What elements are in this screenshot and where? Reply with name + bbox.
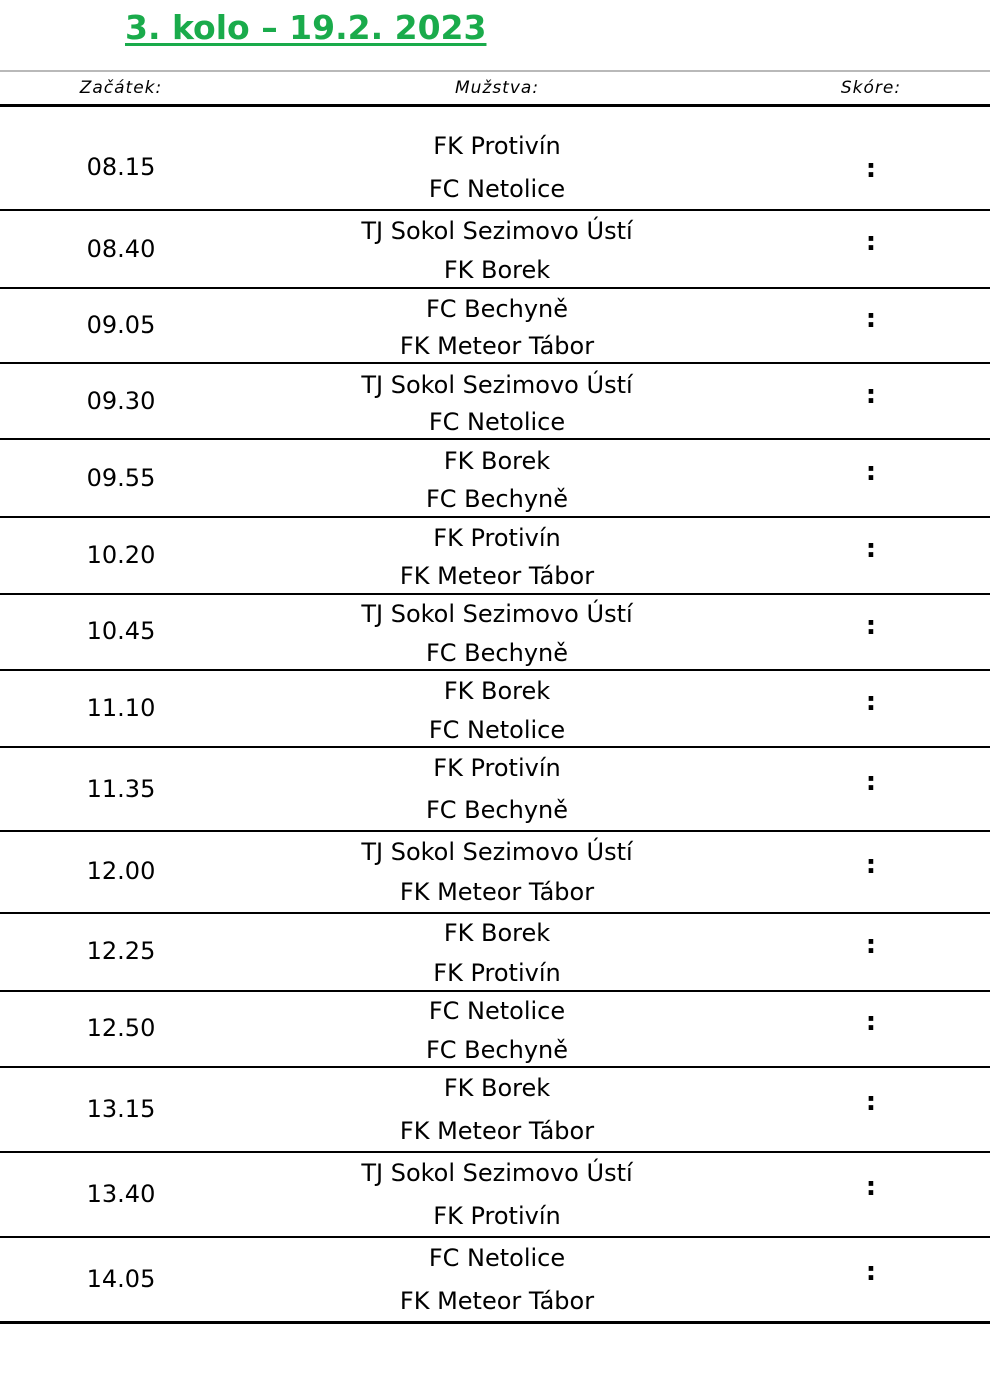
header-top-rule [0,70,990,72]
away-team: FK Protivín [433,1202,561,1230]
home-team: FC Bechyně [425,295,569,323]
match-score: : [865,1257,877,1287]
match-score: : [865,850,877,880]
home-team: TJ Sokol Sezimovo Ústí [361,1159,633,1187]
match-time: 08.15 [86,153,156,181]
home-team: FK Borek [443,677,551,705]
home-team: FK Protivín [433,132,561,160]
table-row [0,669,990,748]
header-start: Začátek: [79,78,163,98]
match-time: 13.15 [86,1095,156,1123]
match-time: 14.05 [86,1265,156,1293]
match-time: 13.40 [86,1180,156,1208]
match-time: 09.30 [86,387,156,415]
away-team: FK Meteor Tábor [399,1287,595,1315]
header-score: Skóre: [840,78,902,98]
away-team: FK Borek [443,256,551,284]
away-team: FK Meteor Tábor [399,332,595,360]
home-team: FC Netolice [428,997,566,1025]
match-score: : [865,534,877,564]
match-score: : [865,611,877,641]
match-time: 10.45 [86,617,156,645]
table-row [0,990,990,1068]
home-team: TJ Sokol Sezimovo Ústí [361,371,633,399]
match-score: : [865,930,877,960]
home-team: FK Borek [443,447,551,475]
away-team: FC Netolice [428,408,566,436]
table-row [0,593,990,671]
match-score: : [865,1172,877,1202]
table-row [0,209,990,289]
table-row [0,1151,990,1238]
table-row [0,830,990,914]
table-row [0,438,990,518]
table-row [0,516,990,595]
home-team: FK Protivín [433,524,561,552]
away-team: FK Meteor Tábor [399,1117,595,1145]
away-team: FC Netolice [428,175,566,203]
home-team: TJ Sokol Sezimovo Ústí [361,600,633,628]
away-team: FC Bechyně [425,796,569,824]
away-team: FC Bechyně [425,485,569,513]
away-team: FK Protivín [433,959,561,987]
header-teams: Mužstva: [454,78,540,98]
away-team: FC Bechyně [425,1036,569,1064]
match-time: 09.55 [86,464,156,492]
home-team: FK Borek [443,1074,551,1102]
match-score: : [865,457,877,487]
home-team: TJ Sokol Sezimovo Ústí [361,217,633,245]
table-row [0,746,990,832]
table-row [0,287,990,364]
match-score: : [865,380,877,410]
match-time: 11.10 [86,694,156,722]
match-time: 12.50 [86,1014,156,1042]
home-team: TJ Sokol Sezimovo Ústí [361,838,633,866]
home-team: FK Protivín [433,754,561,782]
match-score: : [865,687,877,717]
home-team: FC Netolice [428,1244,566,1272]
away-team: FC Bechyně [425,639,569,667]
match-score: : [865,767,877,797]
match-time: 10.20 [86,541,156,569]
table-row [0,1066,990,1153]
match-score: : [865,227,877,257]
table-row [0,912,990,992]
match-score: : [865,304,877,334]
table-row [0,362,990,440]
away-team: FC Netolice [428,716,566,744]
match-time: 08.40 [86,235,156,263]
table-row [0,1236,990,1324]
away-team: FK Meteor Tábor [399,878,595,906]
table-row [0,107,990,211]
match-score: : [865,1087,877,1117]
match-time: 12.25 [86,937,156,965]
away-team: FK Meteor Tábor [399,562,595,590]
match-time: 12.00 [86,857,156,885]
match-time: 11.35 [86,775,156,803]
page-title: 3. kolo – 19.2. 2023 [125,8,487,47]
home-team: FK Borek [443,919,551,947]
match-time: 09.05 [86,311,156,339]
match-score: : [865,1007,877,1037]
match-score: : [865,154,877,184]
